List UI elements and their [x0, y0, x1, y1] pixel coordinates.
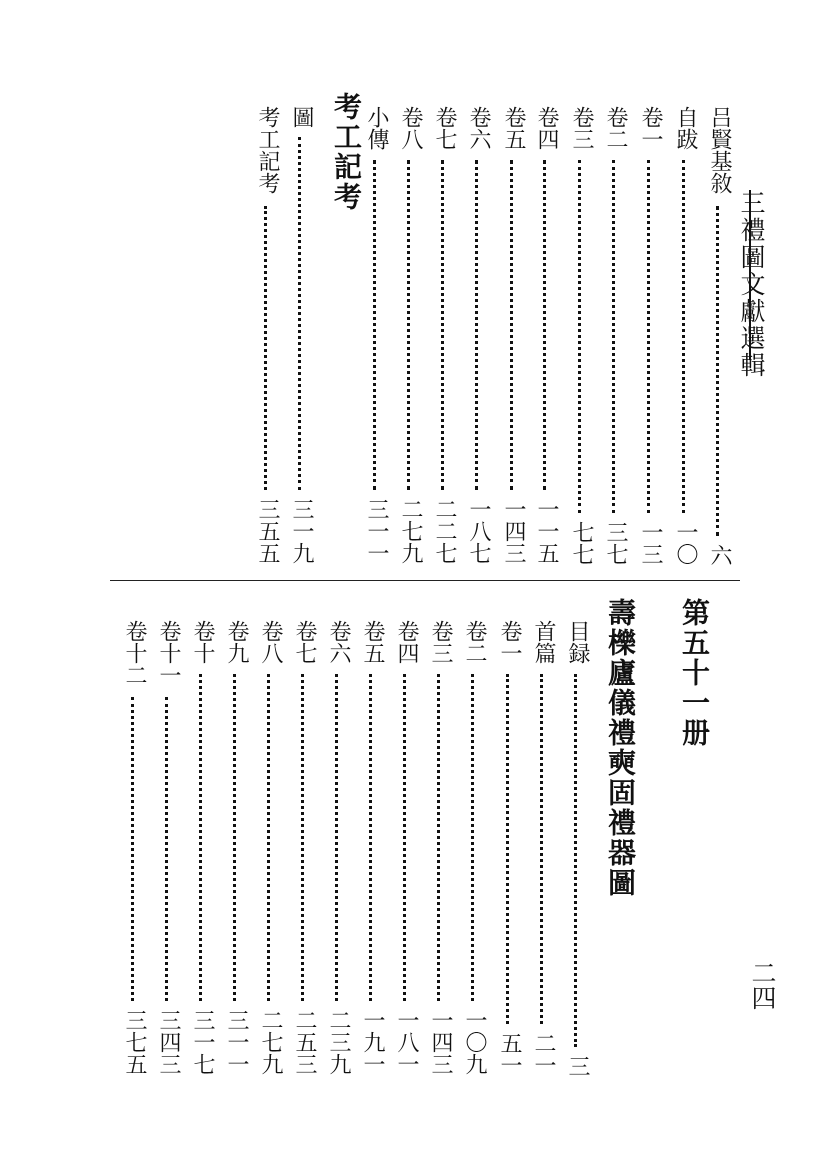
toc-entry-title: 卷十二 [122, 620, 147, 686]
toc-entry-title: 卷一 [638, 106, 663, 150]
toc-entry-page: 一〇九 [462, 1009, 487, 1075]
toc-entry-page: 三一七 [190, 1009, 215, 1075]
toc-entry [157, 0, 181, 1167]
toc-entry [462, 0, 491, 1167]
toc-entry-title: 圖 [289, 106, 314, 128]
toc-entry-title: 卷四 [394, 620, 419, 664]
toc-entry-title: 小傳 [364, 106, 389, 150]
dot-leader [682, 160, 689, 513]
toc-entry-page: 三七五 [122, 1009, 147, 1075]
toc-entry [674, 0, 698, 1167]
toc-entry [428, 0, 457, 1167]
toc-entry-page: 一三 [638, 521, 663, 565]
toc-entry-page: 三五五 [255, 498, 280, 564]
toc-entry-page: 一四三 [501, 498, 526, 564]
dot-leader [716, 206, 723, 536]
dot-leader [131, 697, 138, 1001]
toc-entry-title: 吕賢基敘 [707, 106, 732, 194]
dot-leader [647, 160, 654, 513]
toc-entry-title: 卷七 [292, 620, 317, 664]
toc-entry-title: 卷一 [497, 620, 522, 664]
toc-entry-page: 二七九 [398, 498, 423, 564]
toc-entry-page: 一四三 [428, 1009, 453, 1075]
section-heading-kaogongji: 考工記考 [330, 92, 363, 212]
toc-entry-page: 一八一 [394, 1009, 419, 1075]
running-head-rule [749, 190, 751, 360]
toc-entry-page: 一〇 [673, 521, 698, 565]
toc-entry-title: 卷七 [432, 106, 457, 150]
dot-leader [335, 674, 342, 1001]
toc-entry [565, 0, 594, 1167]
toc-entry [708, 0, 732, 1167]
dot-leader [612, 160, 619, 513]
dot-leader [369, 674, 376, 1001]
dot-leader [506, 674, 513, 1024]
toc-entry [259, 0, 283, 1167]
dot-leader [267, 674, 274, 1001]
toc-entry-title: 卷八 [398, 106, 423, 150]
dot-leader [199, 674, 206, 1001]
toc-entry [191, 0, 215, 1167]
toc-entry-page: 二二七 [432, 498, 457, 564]
toc-entry-title: 卷三 [428, 620, 453, 664]
toc-entry-page: 三七 [603, 521, 628, 565]
toc-entry-title: 卷六 [326, 620, 351, 664]
toc-entry-page: 二一 [531, 1032, 556, 1076]
toc-entry-title: 卷二 [603, 106, 628, 150]
toc-entry-page: 三一九 [289, 498, 314, 564]
toc-entry-title: 卷六 [466, 106, 491, 150]
toc-entry-title: 卷二 [462, 620, 487, 664]
dot-leader [540, 674, 547, 1024]
toc-entry-page: 三一一 [224, 1009, 249, 1075]
running-head: 三禮圖文獻選輯 [737, 190, 766, 379]
toc-entry-page: 二五三 [292, 1009, 317, 1075]
toc-entry-title: 卷八 [258, 620, 283, 664]
dot-leader [301, 674, 308, 1001]
dot-leader [233, 674, 240, 1001]
toc-entry-page: 一八七 [466, 498, 491, 564]
toc-entry [360, 0, 389, 1167]
volume-heading: 第五十一册 [678, 598, 711, 748]
toc-entry-page: 一一五 [534, 498, 559, 564]
toc-entry-title: 卷十一 [156, 620, 181, 686]
page-number: 二四 [748, 960, 777, 1010]
dot-leader [165, 697, 172, 1001]
toc-entry-title: 自跋 [673, 106, 698, 150]
toc-entry-page: 三一一 [364, 498, 389, 564]
toc-entry-title: 卷十 [190, 620, 215, 664]
toc-entry-title: 卷九 [224, 620, 249, 664]
dot-leader [574, 674, 581, 1047]
toc-entry-title: 卷四 [534, 106, 559, 150]
dot-leader [437, 674, 444, 1001]
toc-entry [327, 0, 351, 1167]
book-heading: 壽櫟廬儀禮奭固禮器圖 [604, 598, 637, 898]
toc-entry [123, 0, 147, 1167]
toc-entry [394, 0, 423, 1167]
toc-entry-title: 卷五 [501, 106, 526, 150]
toc-entry-title: 目録 [565, 620, 590, 664]
toc-entry [639, 0, 663, 1167]
toc-entry [604, 0, 628, 1167]
toc-entry-page: 六 [707, 544, 732, 566]
toc-entry [293, 0, 317, 1167]
toc-entry-page: 一九一 [360, 1009, 385, 1075]
toc-entry-page: 二三九 [326, 1009, 351, 1075]
toc-entry [497, 0, 526, 1167]
dot-leader [471, 674, 478, 1001]
dot-leader [403, 674, 410, 1001]
toc-entry-page: 七七 [569, 521, 594, 565]
toc-entry-title: 卷五 [360, 620, 385, 664]
toc-entry [225, 0, 249, 1167]
toc-entry-page: 五一 [497, 1032, 522, 1076]
toc-entry-page: 三四三 [156, 1009, 181, 1075]
toc-entry-page: 三 [565, 1055, 590, 1077]
toc-entry [531, 0, 559, 1167]
toc-entry-page: 二七九 [258, 1009, 283, 1075]
toc-entry-title: 卷三 [569, 106, 594, 150]
toc-entry-title: 首篇 [531, 620, 556, 664]
toc-entry-title: 考工記考 [255, 106, 280, 194]
